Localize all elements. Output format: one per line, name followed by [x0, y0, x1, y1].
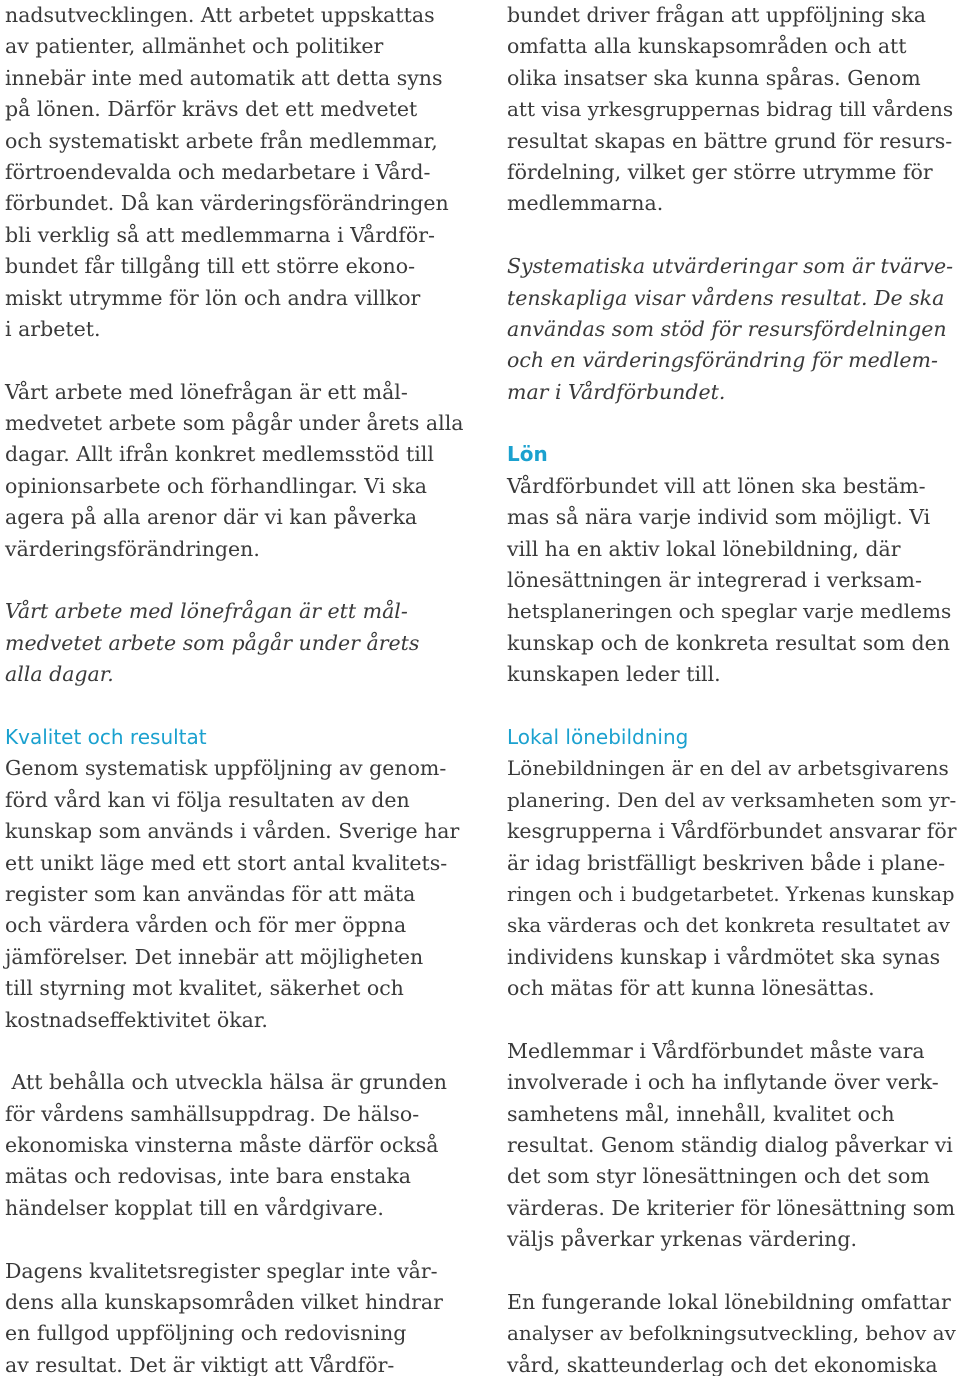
paragraph-uppfoljning [507, 0, 959, 220]
paragraph-kvalitet [5, 753, 467, 1036]
text-line: individens kunskap i vårdmötet ska synas [507, 944, 941, 969]
text-line: kunskap som används i vården. Sverige har [5, 819, 460, 844]
text-line: resultat. Genom ständig dialog påverkar vi [507, 1133, 953, 1158]
text-line: ekonomiska vinsterna måste därför också [5, 1133, 439, 1158]
text-line: bli verklig så att medlemmarna i Vårdför- [5, 222, 435, 247]
text-line: Genom systematisk uppföljning av genom- [5, 756, 447, 781]
text-line: händelser kopplat till en vårdgivare. [5, 1195, 384, 1220]
text-line: förtroendevalda och medarbetare i Vård- [5, 159, 431, 184]
text-line: vård, skatteunderlag och det ekonomiska [507, 1352, 938, 1376]
text-line: det som styr lönesättningen och det som [507, 1164, 930, 1189]
text-line: väljs påverkar yrkenas värdering. [507, 1227, 858, 1252]
paragraph-gap [5, 1224, 467, 1255]
paragraph-lon [507, 471, 959, 691]
text-line: olika insatser ska kunna spåras. Genom [507, 65, 921, 90]
text-line: jämförelser. Det innebär att möjligheten [5, 944, 424, 969]
text-line: hetsplaneringen och speglar varje medlems [507, 599, 952, 624]
pull-quote-left [5, 596, 467, 690]
heading-lokal-lonebildning: Lokal lönebildning [507, 724, 689, 749]
text-line: medvetet arbete som pågår under årets alla [5, 411, 464, 436]
text-line: involverade i och ha inflytande över verk- [507, 1070, 939, 1095]
text-line: mas så nära varje individ som möjligt. Vi [507, 505, 931, 530]
text-line: mätas och redovisas, inte bara enstaka [5, 1164, 412, 1189]
text-line: till styrning mot kvalitet, säkerhet och [5, 976, 404, 1001]
text-line: agera på alla arenor där vi kan påverka [5, 505, 418, 530]
text-line: en fullgod uppföljning och redovisning [5, 1321, 407, 1346]
text-line: bundet driver frågan att uppföljning ska [507, 3, 926, 27]
text-line: förd vård kan vi följa resultaten av den [5, 787, 410, 812]
paragraph-gap [5, 345, 467, 376]
paragraph-intro [5, 0, 467, 345]
text-line: omfatta alla kunskapsområden och att [507, 34, 907, 59]
text-line: innebär inte med automatik att detta syns [5, 65, 443, 90]
quote-line: användas som stöd för resursfördelningen [507, 316, 947, 341]
left-column [5, 0, 467, 1376]
text-line: samhetens mål, innehåll, kvalitet och [507, 1101, 895, 1126]
paragraph-fungerande [507, 1287, 959, 1376]
text-line: vill ha en aktiv lokal lönebildning, där [507, 536, 901, 561]
text-line: och värdera vården och för mer öppna [5, 913, 407, 938]
paragraph-halsa [5, 1067, 467, 1224]
paragraph-gap [507, 408, 959, 439]
text-line: är idag bristfälligt beskriven både i plane- [507, 850, 946, 875]
quote-line: medvetet arbete som pågår under årets [5, 630, 420, 655]
quote-line: Vårt arbete med lönefrågan är ett mål- [5, 599, 408, 624]
text-line: Lönebildningen är en del av arbetsgivarens [507, 756, 949, 781]
right-column [507, 0, 959, 1376]
text-line: Att behålla och utveckla hälsa är grunden [5, 1070, 447, 1095]
paragraph-gap [5, 565, 467, 596]
text-line: lönesättningen är integrerad i verksam- [507, 568, 922, 593]
text-line: och mätas för att kunna lönesättas. [507, 976, 875, 1001]
text-line: Medlemmar i Vårdförbundet måste vara [507, 1038, 925, 1063]
paragraph-gap [507, 1005, 959, 1036]
quote-line: och en värderingsförändring för medlem- [507, 348, 938, 373]
paragraph-gap [507, 220, 959, 251]
text-line: miskt utrymme för lön och andra villkor [5, 285, 421, 310]
text-line: dagar. Allt ifrån konkret medlemsstöd till [5, 442, 434, 467]
text-line: kesgrupperna i Vårdförbundet ansvarar för [507, 819, 957, 844]
paragraph-kvalitetsregister [5, 1256, 467, 1376]
text-line: En fungerande lokal lönebildning omfattar [507, 1290, 951, 1315]
paragraph-gap [5, 691, 467, 722]
text-line: ringen och i budgetarbetet. Yrkenas kunskap [507, 882, 955, 906]
text-line: värderas. De kriterier för lönesättning som [507, 1195, 956, 1220]
paragraph-lonefragan [5, 377, 467, 565]
text-line: Vårt arbete med lönefrågan är ett mål- [5, 379, 408, 404]
text-line: kunskap och de konkreta resultat som den [507, 630, 950, 655]
text-line: för vårdens samhällsuppdrag. De hälso- [5, 1101, 420, 1126]
text-line: Dagens kvalitetsregister speglar inte vår- [5, 1258, 438, 1283]
paragraph-gap [507, 691, 959, 722]
heading-lon: Lön [507, 442, 548, 467]
text-line: av resultat. Det är viktigt att Vårdför- [5, 1352, 395, 1376]
text-line: att visa yrkesgruppernas bidrag till vårdens [507, 97, 954, 122]
text-line: opinionsarbete och förhandlingar. Vi ska [5, 473, 427, 498]
text-line: i arbetet. [5, 316, 101, 341]
text-line: dens alla kunskapsområden vilket hindrar [5, 1290, 443, 1315]
text-line: medlemmarna. [507, 191, 664, 216]
text-line: resultat skapas en bättre grund för resurs- [507, 128, 953, 153]
text-line: fördelning, vilket ger större utrymme för [507, 159, 933, 184]
text-line: ett unikt läge med ett stort antal kvalitets- [5, 850, 448, 875]
text-line: och systematiskt arbete från medlemmar, [5, 128, 438, 153]
quote-line: Systematiska utvärderingar som är tvärve- [507, 254, 954, 279]
quote-line: mar i Vårdförbundet. [507, 379, 726, 404]
text-line: kunskapen leder till. [507, 662, 721, 687]
text-line: förbundet. Då kan värderingsförändringen [5, 191, 449, 216]
quote-line: alla dagar. [5, 662, 114, 687]
text-line: Vårdförbundet vill att lönen ska bestäm- [507, 473, 926, 498]
paragraph-medlemmar [507, 1036, 959, 1256]
text-line: register som kan användas för att mäta [5, 881, 416, 906]
paragraph-gap [5, 1036, 467, 1067]
quote-line: tenskapliga visar vårdens resultat. De ska [507, 285, 945, 310]
text-line: nadsutvecklingen. Att arbetet uppskattas [5, 3, 435, 27]
text-line: på lönen. Därför krävs det ett medvetet [5, 97, 418, 122]
text-line: av patienter, allmänhet och politiker [5, 34, 384, 59]
text-line: bundet får tillgång till ett större ekono- [5, 254, 416, 279]
text-line: värderingsförändringen. [5, 536, 260, 561]
paragraph-gap [507, 1256, 959, 1287]
text-line: analyser av befolkningsutveckling, behov av [507, 1321, 956, 1346]
heading-kvalitet-och-resultat: Kvalitet och resultat [5, 724, 207, 749]
text-line: kostnadseffektivitet ökar. [5, 1007, 268, 1032]
text-line: planering. Den del av verksamheten som yr- [507, 787, 957, 812]
pull-quote-right [507, 251, 959, 408]
text-line: ska värderas och det konkreta resultatet av [507, 913, 950, 938]
paragraph-lokal-lonebildning [507, 753, 959, 1004]
